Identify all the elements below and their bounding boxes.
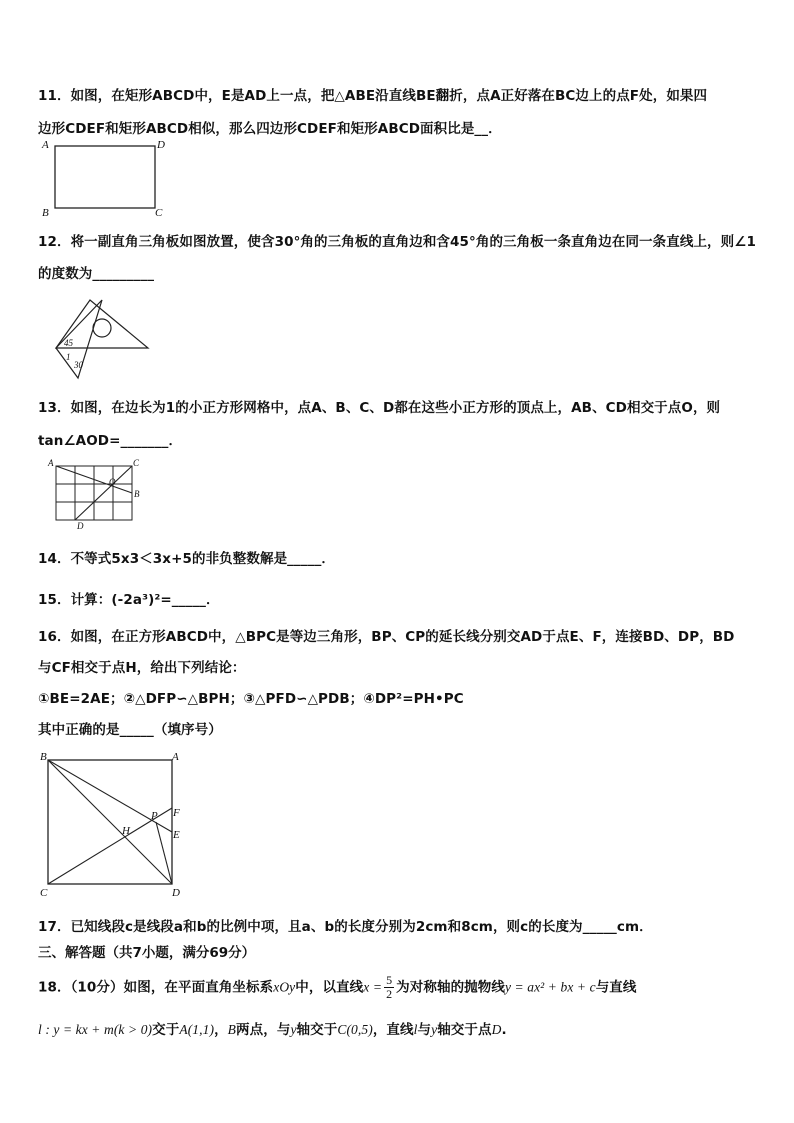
q18-point-b: B	[227, 1022, 237, 1037]
q18-axis-equation: x =	[363, 979, 383, 995]
q13-text-line2: tan∠AOD=_______．	[38, 433, 183, 449]
q16-text-line2: 与CF相交于点H，给出下列结论：	[38, 660, 246, 676]
q16-label-a: A	[172, 751, 179, 763]
q18-text-e: ，	[214, 1022, 228, 1038]
q12-triangle-boards-figure	[50, 296, 155, 384]
q18-text-line2	[38, 1018, 507, 1038]
q13-label-a: A	[48, 458, 54, 468]
section-3-heading: 三、解答题（共7小题，满分69分）	[38, 945, 256, 961]
q18-text-k: .	[501, 1022, 507, 1038]
q13-label-d: D	[77, 521, 84, 531]
q11-rectangle-figure	[36, 136, 176, 222]
q14-text: 14．不等式5x3＜3x+5的非负整数解是_____．	[38, 551, 336, 567]
q18-y-axis-2: y	[431, 1022, 438, 1037]
q13-grid-figure	[44, 456, 156, 532]
q13-label-c: C	[133, 458, 140, 468]
q18-parabola-equation: y = ax² + bx + c	[504, 979, 596, 995]
q12-label-angle1: 1	[66, 352, 71, 362]
q18-line-equation: l : y = kx + m(k > 0)	[38, 1022, 153, 1037]
q18-line-name: l	[413, 1022, 418, 1037]
q18-fraction	[384, 974, 394, 1001]
q18-text-h: ，直线	[372, 1022, 414, 1038]
q12-text-line2: 的度数为_________	[38, 266, 155, 282]
q16-label-f: F	[173, 807, 180, 819]
q18-text-j: 轴交于点	[437, 1022, 492, 1038]
q16-text-line1: 16．如图，在正方形ABCD中，△BPC是等边三角形，BP、CP的延长线分别交AD于点E、F，连接BD、DP，BD	[38, 629, 735, 645]
q16-label-p: P	[151, 810, 158, 822]
q18-coordinate-system: xOy	[273, 979, 296, 995]
q16-text-line4: 其中正确的是_____（填序号）	[38, 722, 222, 738]
q13-text-line1: 13．如图，在边长为1的小正方形网格中，点A、B、C、D都在这些小正方形的顶点上，AB、CD相交于点O，则	[38, 400, 721, 416]
q18-text-line1	[38, 974, 637, 1001]
segment-dp	[156, 822, 172, 884]
segment-bd	[48, 760, 172, 884]
q12-label-30: 30	[74, 360, 83, 370]
rectangle-abcd	[55, 146, 155, 208]
q15-text: 15．计算：(-2a³)²=_____．	[38, 592, 220, 608]
q16-label-c: C	[40, 887, 48, 899]
q18-text-g: 轴交于	[296, 1022, 338, 1038]
triangle-hole-circle	[93, 319, 111, 337]
q18-text-i: 与	[417, 1022, 432, 1038]
q16-square-figure	[36, 748, 186, 900]
q18-text-c: 与直线	[595, 979, 637, 996]
q18-text-f: 两点，与	[236, 1022, 291, 1038]
q18-text-b: 为对称轴的抛物线	[396, 979, 505, 996]
q18-fraction-numerator: 5	[386, 973, 393, 987]
q11-text-line2: 边形CDEF和矩形ABCD相似，那么四边形CDEF和矩形ABCD面积比是__．	[38, 121, 502, 137]
q13-label-o: O	[109, 477, 116, 487]
q16-conclusions: ①BE=2AE；②△DFP∽△BPH；③△PFD∽△PDB；④DP²=PH•PC	[38, 691, 464, 707]
q18-intro: 18．（10分）如图，在平面直角坐标系	[38, 979, 274, 996]
q18-point-d: D	[491, 1022, 502, 1037]
q18-point-c: C(0,5)	[337, 1022, 373, 1037]
q11-label-d: D	[157, 139, 165, 151]
q11-label-a: A	[42, 139, 49, 151]
q18-text-a: 中，以直线	[295, 979, 364, 996]
q16-label-h: H	[122, 825, 130, 837]
q18-y-axis-1: y	[290, 1022, 297, 1037]
q11-label-c: C	[155, 207, 163, 219]
q16-label-e: E	[173, 829, 180, 841]
grid-lines	[56, 466, 132, 520]
segment-cd	[75, 466, 132, 520]
q18-fraction-denominator: 2	[386, 987, 393, 1001]
q16-label-d: D	[172, 887, 180, 899]
q18-text-d: 交于	[152, 1022, 180, 1038]
q18-point-a: A(1,1)	[179, 1022, 215, 1037]
q11-label-b: B	[42, 207, 49, 219]
q11-text-line1: 11．如图，在矩形ABCD中，E是AD上一点，把△ABE沿直线BE翻折，点A正好落在BC边上的点F处，如果四	[38, 88, 708, 104]
q12-label-45: 45	[64, 338, 73, 348]
q16-label-b: B	[40, 751, 47, 763]
q17-text: 17．已知线段c是线段a和b的比例中项，且a、b的长度分别为2cm和8cm，则c的长度为_____cm．	[38, 919, 653, 935]
q12-text-line1: 12．将一副直角三角板如图放置，使含30°角的三角板的直角边和含45°角的三角板一条直角边在同一条直线上，则∠1	[38, 234, 756, 250]
q13-label-b: B	[134, 489, 140, 499]
